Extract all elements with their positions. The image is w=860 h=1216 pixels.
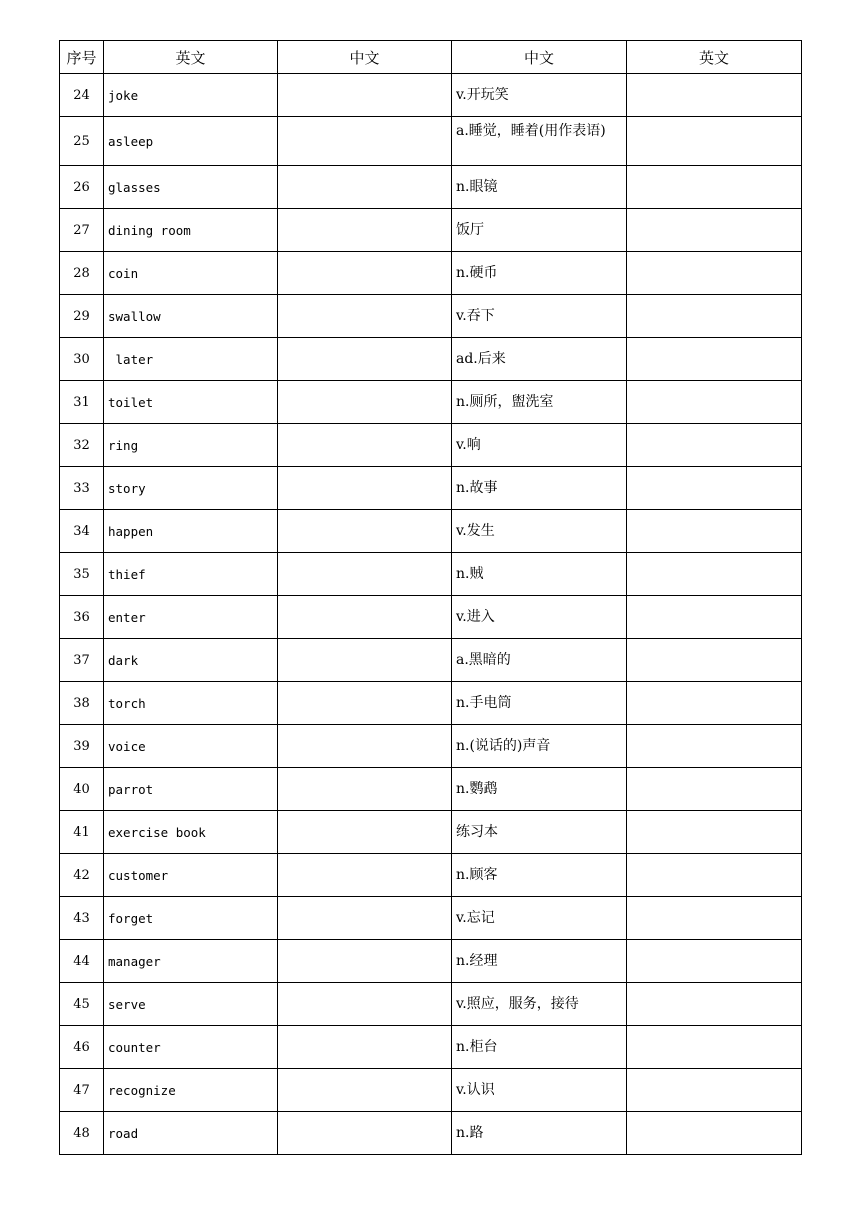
chinese-meaning: v.照应，服务，接待 <box>452 983 627 1026</box>
english-word: coin <box>104 252 278 295</box>
english-answer-cell[interactable] <box>627 983 802 1026</box>
english-answer-cell[interactable] <box>627 338 802 381</box>
table-row <box>60 117 802 166</box>
english-word: thief <box>104 553 278 596</box>
english-answer-cell[interactable] <box>627 117 802 166</box>
table-row <box>60 940 802 983</box>
chinese-meaning: v.认识 <box>452 1069 627 1112</box>
chinese-meaning: a.睡觉，睡着(用作表语) <box>452 117 627 166</box>
english-word: voice <box>104 725 278 768</box>
chinese-answer-cell[interactable] <box>278 811 452 854</box>
chinese-answer-cell[interactable] <box>278 725 452 768</box>
header-row <box>60 41 802 74</box>
row-number: 40 <box>60 768 104 811</box>
english-answer-cell[interactable] <box>627 854 802 897</box>
chinese-meaning: 饭厅 <box>452 209 627 252</box>
table-row <box>60 854 802 897</box>
table-row <box>60 983 802 1026</box>
chinese-meaning: v.发生 <box>452 510 627 553</box>
table-row <box>60 510 802 553</box>
table-row <box>60 768 802 811</box>
row-number: 30 <box>60 338 104 381</box>
chinese-answer-cell[interactable] <box>278 1069 452 1112</box>
row-number: 32 <box>60 424 104 467</box>
row-number: 39 <box>60 725 104 768</box>
table-row <box>60 553 802 596</box>
chinese-answer-cell[interactable] <box>278 854 452 897</box>
row-number: 37 <box>60 639 104 682</box>
table-row <box>60 424 802 467</box>
english-word: road <box>104 1112 278 1155</box>
table-row <box>60 1069 802 1112</box>
english-answer-cell[interactable] <box>627 553 802 596</box>
table-row <box>60 252 802 295</box>
table-row <box>60 1026 802 1069</box>
english-word: swallow <box>104 295 278 338</box>
english-answer-cell[interactable] <box>627 295 802 338</box>
english-word: recognize <box>104 1069 278 1112</box>
english-word: torch <box>104 682 278 725</box>
chinese-meaning: v.忘记 <box>452 897 627 940</box>
english-answer-cell[interactable] <box>627 252 802 295</box>
chinese-meaning: v.开玩笑 <box>452 74 627 117</box>
chinese-answer-cell[interactable] <box>278 596 452 639</box>
english-word: counter <box>104 1026 278 1069</box>
row-number: 48 <box>60 1112 104 1155</box>
english-answer-cell[interactable] <box>627 897 802 940</box>
english-word: customer <box>104 854 278 897</box>
header-chinese-blank: 中文 <box>278 41 452 74</box>
chinese-answer-cell[interactable] <box>278 553 452 596</box>
chinese-meaning: n.眼镜 <box>452 166 627 209</box>
english-word: manager <box>104 940 278 983</box>
chinese-meaning: n.硬币 <box>452 252 627 295</box>
english-answer-cell[interactable] <box>627 811 802 854</box>
table-row <box>60 596 802 639</box>
english-answer-cell[interactable] <box>627 510 802 553</box>
english-word: toilet <box>104 381 278 424</box>
chinese-answer-cell[interactable] <box>278 682 452 725</box>
table-row <box>60 295 802 338</box>
table-row <box>60 682 802 725</box>
chinese-answer-cell[interactable] <box>278 983 452 1026</box>
chinese-answer-cell[interactable] <box>278 510 452 553</box>
english-answer-cell[interactable] <box>627 596 802 639</box>
english-answer-cell[interactable] <box>627 381 802 424</box>
chinese-answer-cell[interactable] <box>278 338 452 381</box>
chinese-answer-cell[interactable] <box>278 639 452 682</box>
chinese-meaning: n.(说话的)声音 <box>452 725 627 768</box>
row-number: 26 <box>60 166 104 209</box>
english-word: happen <box>104 510 278 553</box>
header-english-blank: 英文 <box>627 41 802 74</box>
chinese-answer-cell[interactable] <box>278 117 452 166</box>
english-word: dining room <box>104 209 278 252</box>
chinese-answer-cell[interactable] <box>278 381 452 424</box>
row-number: 34 <box>60 510 104 553</box>
chinese-answer-cell[interactable] <box>278 166 452 209</box>
chinese-meaning: v.响 <box>452 424 627 467</box>
chinese-meaning: n.手电筒 <box>452 682 627 725</box>
chinese-meaning: n.鹦鹉 <box>452 768 627 811</box>
english-answer-cell[interactable] <box>627 166 802 209</box>
vocabulary-table <box>59 40 802 1155</box>
chinese-answer-cell[interactable] <box>278 897 452 940</box>
row-number: 46 <box>60 1026 104 1069</box>
chinese-answer-cell[interactable] <box>278 295 452 338</box>
chinese-answer-cell[interactable] <box>278 940 452 983</box>
english-answer-cell[interactable] <box>627 682 802 725</box>
row-number: 35 <box>60 553 104 596</box>
chinese-meaning: n.贼 <box>452 553 627 596</box>
english-answer-cell[interactable] <box>627 424 802 467</box>
chinese-meaning: v.吞下 <box>452 295 627 338</box>
english-answer-cell[interactable] <box>627 1069 802 1112</box>
chinese-meaning: ad.后来 <box>452 338 627 381</box>
row-number: 47 <box>60 1069 104 1112</box>
table-row <box>60 811 802 854</box>
chinese-answer-cell[interactable] <box>278 1026 452 1069</box>
chinese-answer-cell[interactable] <box>278 424 452 467</box>
english-answer-cell[interactable] <box>627 725 802 768</box>
chinese-meaning: a.黑暗的 <box>452 639 627 682</box>
english-answer-cell[interactable] <box>627 209 802 252</box>
table-row <box>60 467 802 510</box>
row-number: 33 <box>60 467 104 510</box>
english-word: asleep <box>104 117 278 166</box>
chinese-meaning: n.路 <box>452 1112 627 1155</box>
english-answer-cell[interactable] <box>627 639 802 682</box>
english-answer-cell[interactable] <box>627 940 802 983</box>
table-row <box>60 166 802 209</box>
row-number: 42 <box>60 854 104 897</box>
table-row <box>60 897 802 940</box>
chinese-answer-cell[interactable] <box>278 74 452 117</box>
row-number: 43 <box>60 897 104 940</box>
table-row <box>60 74 802 117</box>
table-row <box>60 338 802 381</box>
row-number: 31 <box>60 381 104 424</box>
english-word: story <box>104 467 278 510</box>
chinese-meaning: n.经理 <box>452 940 627 983</box>
row-number: 24 <box>60 74 104 117</box>
table-row <box>60 639 802 682</box>
table-row <box>60 381 802 424</box>
english-word: serve <box>104 983 278 1026</box>
row-number: 38 <box>60 682 104 725</box>
chinese-answer-cell[interactable] <box>278 252 452 295</box>
chinese-meaning: v.进入 <box>452 596 627 639</box>
row-number: 36 <box>60 596 104 639</box>
row-number: 44 <box>60 940 104 983</box>
english-word: ring <box>104 424 278 467</box>
row-number: 27 <box>60 209 104 252</box>
english-word: dark <box>104 639 278 682</box>
row-number: 25 <box>60 117 104 166</box>
header-chinese-given: 中文 <box>452 41 627 74</box>
english-word: parrot <box>104 768 278 811</box>
english-word: joke <box>104 74 278 117</box>
chinese-meaning: n.厕所，盥洗室 <box>452 381 627 424</box>
chinese-meaning: 练习本 <box>452 811 627 854</box>
header-english-given: 英文 <box>104 41 278 74</box>
english-answer-cell[interactable] <box>627 1026 802 1069</box>
header-number: 序号 <box>60 41 104 74</box>
english-word: enter <box>104 596 278 639</box>
row-number: 45 <box>60 983 104 1026</box>
english-word: forget <box>104 897 278 940</box>
english-answer-cell[interactable] <box>627 768 802 811</box>
table-row <box>60 1112 802 1155</box>
chinese-meaning: n.顾客 <box>452 854 627 897</box>
english-answer-cell[interactable] <box>627 1112 802 1155</box>
english-word: exercise book <box>104 811 278 854</box>
table-row <box>60 209 802 252</box>
chinese-answer-cell[interactable] <box>278 209 452 252</box>
english-answer-cell[interactable] <box>627 467 802 510</box>
row-number: 28 <box>60 252 104 295</box>
chinese-answer-cell[interactable] <box>278 1112 452 1155</box>
row-number: 41 <box>60 811 104 854</box>
table-row <box>60 725 802 768</box>
chinese-answer-cell[interactable] <box>278 768 452 811</box>
row-number: 29 <box>60 295 104 338</box>
vocabulary-worksheet <box>59 40 801 1155</box>
chinese-answer-cell[interactable] <box>278 467 452 510</box>
english-word: later <box>104 338 278 381</box>
english-answer-cell[interactable] <box>627 74 802 117</box>
chinese-meaning: n.故事 <box>452 467 627 510</box>
english-word: glasses <box>104 166 278 209</box>
chinese-meaning: n.柜台 <box>452 1026 627 1069</box>
